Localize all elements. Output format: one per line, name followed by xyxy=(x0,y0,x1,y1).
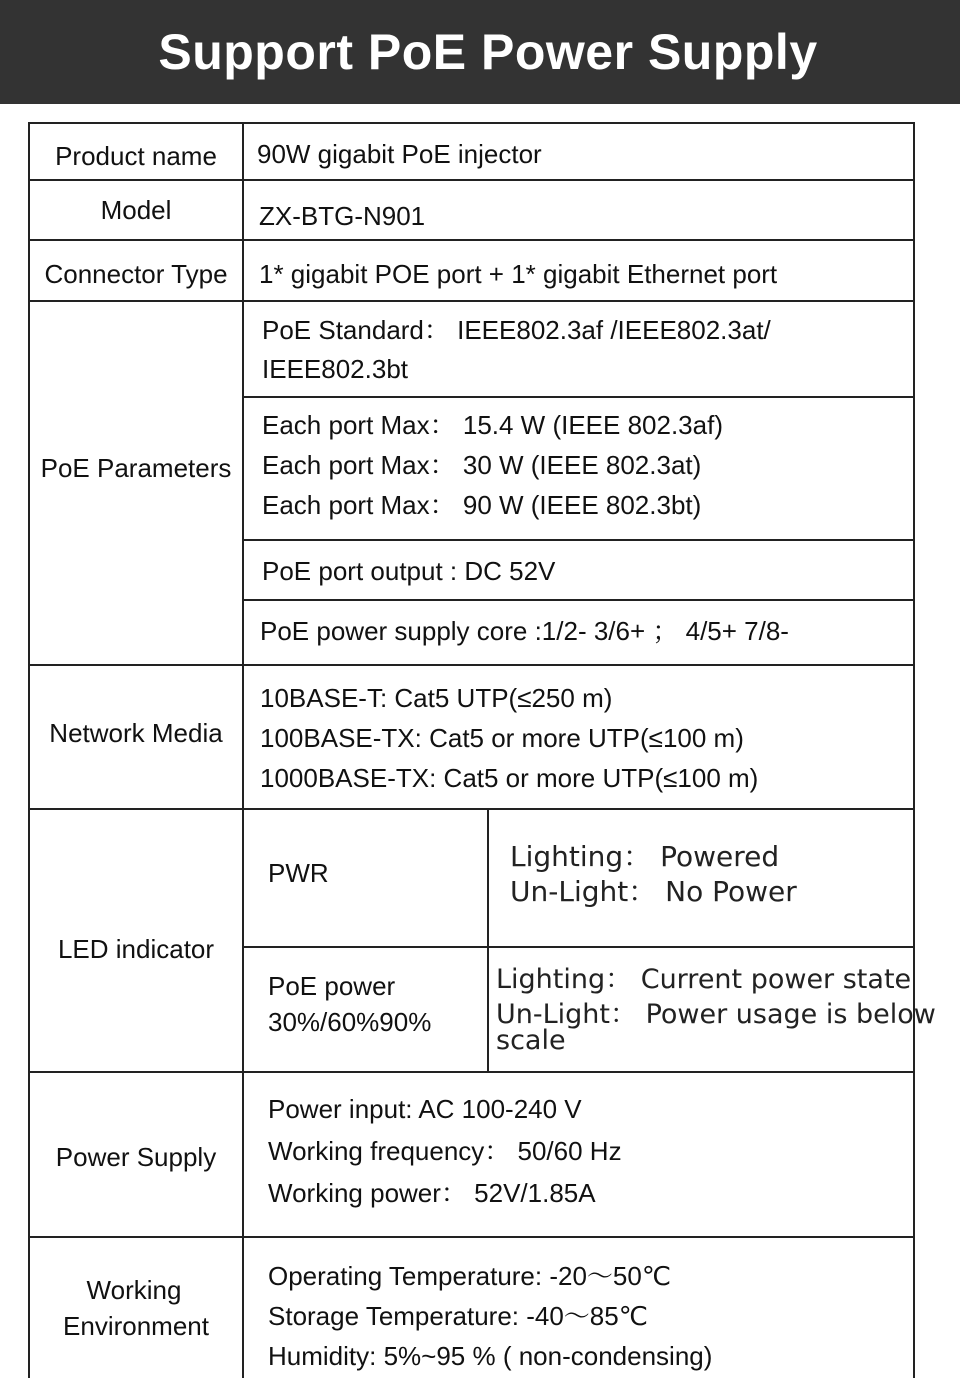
led-poe-unlight-cont: scale xyxy=(496,1025,566,1056)
led-pwr-unlight: Un-Light： No Power xyxy=(510,875,797,908)
spec-table xyxy=(28,122,936,1378)
poe-standard-line1: PoE Standard： IEEE802.3af /IEEE802.3at/ xyxy=(262,315,771,345)
led-poe-levels: 30%/60%90% xyxy=(268,1007,432,1037)
model-value: ZX-BTG-N901 xyxy=(259,201,426,231)
subrow-divider xyxy=(242,946,915,948)
max-power-at: Each port Max： 30 W (IEEE 802.3at) xyxy=(262,450,702,480)
led-column-divider xyxy=(487,808,489,1071)
working-power: Working power： 52V/1.85A xyxy=(268,1178,596,1208)
poe-standard-line2: IEEE802.3bt xyxy=(262,354,408,384)
table-border-right xyxy=(913,122,915,1378)
operating-temperature: Operating Temperature: -20～50℃ xyxy=(268,1261,672,1291)
humidity: Humidity: 5%~95 % ( non-condensing) xyxy=(268,1341,713,1371)
led-poe-name: PoE power xyxy=(268,971,396,1001)
power-input: Power input: AC 100-240 V xyxy=(268,1094,582,1124)
poe-port-output: PoE port output : DC 52V xyxy=(262,556,556,586)
connector-type-label: Connector Type xyxy=(44,259,228,289)
led-pwr-name: PWR xyxy=(268,858,329,888)
poe-power-core: PoE power supply core :1/2- 3/6+ ； 4/5+ 7/8- xyxy=(260,616,789,646)
poe-parameters-label: PoE Parameters xyxy=(40,453,232,483)
led-pwr-lighting: Lighting： Powered xyxy=(510,840,780,873)
product-name-value: 90W gigabit PoE injector xyxy=(257,139,542,169)
max-power-af: Each port Max： 15.4 W (IEEE 802.3af) xyxy=(262,410,723,440)
model-label: Model xyxy=(100,195,172,225)
working-environment-label-line2: Environment xyxy=(63,1311,209,1341)
row-divider xyxy=(28,300,915,302)
page-title: Support PoE Power Supply xyxy=(158,24,818,80)
storage-temperature: Storage Temperature: -40～85℃ xyxy=(268,1301,648,1331)
led-poe-unlight: Un-Light： Power usage is below xyxy=(496,999,936,1030)
row-divider xyxy=(28,179,915,181)
row-divider xyxy=(28,1236,915,1238)
working-frequency: Working frequency： 50/60 Hz xyxy=(268,1136,622,1166)
network-media-label: Network Media xyxy=(49,718,223,748)
network-media-10base: 10BASE-T: Cat5 UTP(≤250 m) xyxy=(260,683,613,713)
row-divider xyxy=(28,239,915,241)
subrow-divider xyxy=(242,599,915,601)
row-divider xyxy=(28,1071,915,1073)
subrow-divider xyxy=(242,539,915,541)
connector-type-value: 1* gigabit POE port + 1* gigabit Ethernet port xyxy=(259,259,778,289)
network-media-1000base: 1000BASE-TX: Cat5 or more UTP(≤100 m) xyxy=(260,763,759,793)
product-name-label: Product name xyxy=(55,141,217,171)
table-border-top xyxy=(28,122,915,124)
working-environment-label-line1: Working xyxy=(86,1275,182,1305)
row-divider xyxy=(28,664,915,666)
led-indicator-label: LED indicator xyxy=(57,934,215,964)
max-power-bt: Each port Max： 90 W (IEEE 802.3bt) xyxy=(262,490,702,520)
subrow-divider xyxy=(242,396,915,398)
network-media-100base: 100BASE-TX: Cat5 or more UTP(≤100 m) xyxy=(260,723,744,753)
column-separator xyxy=(242,122,244,1378)
title-banner xyxy=(0,0,960,104)
row-divider xyxy=(28,808,915,810)
power-supply-label: Power Supply xyxy=(55,1142,217,1172)
led-poe-lighting: Lighting： Current power state xyxy=(496,964,912,995)
